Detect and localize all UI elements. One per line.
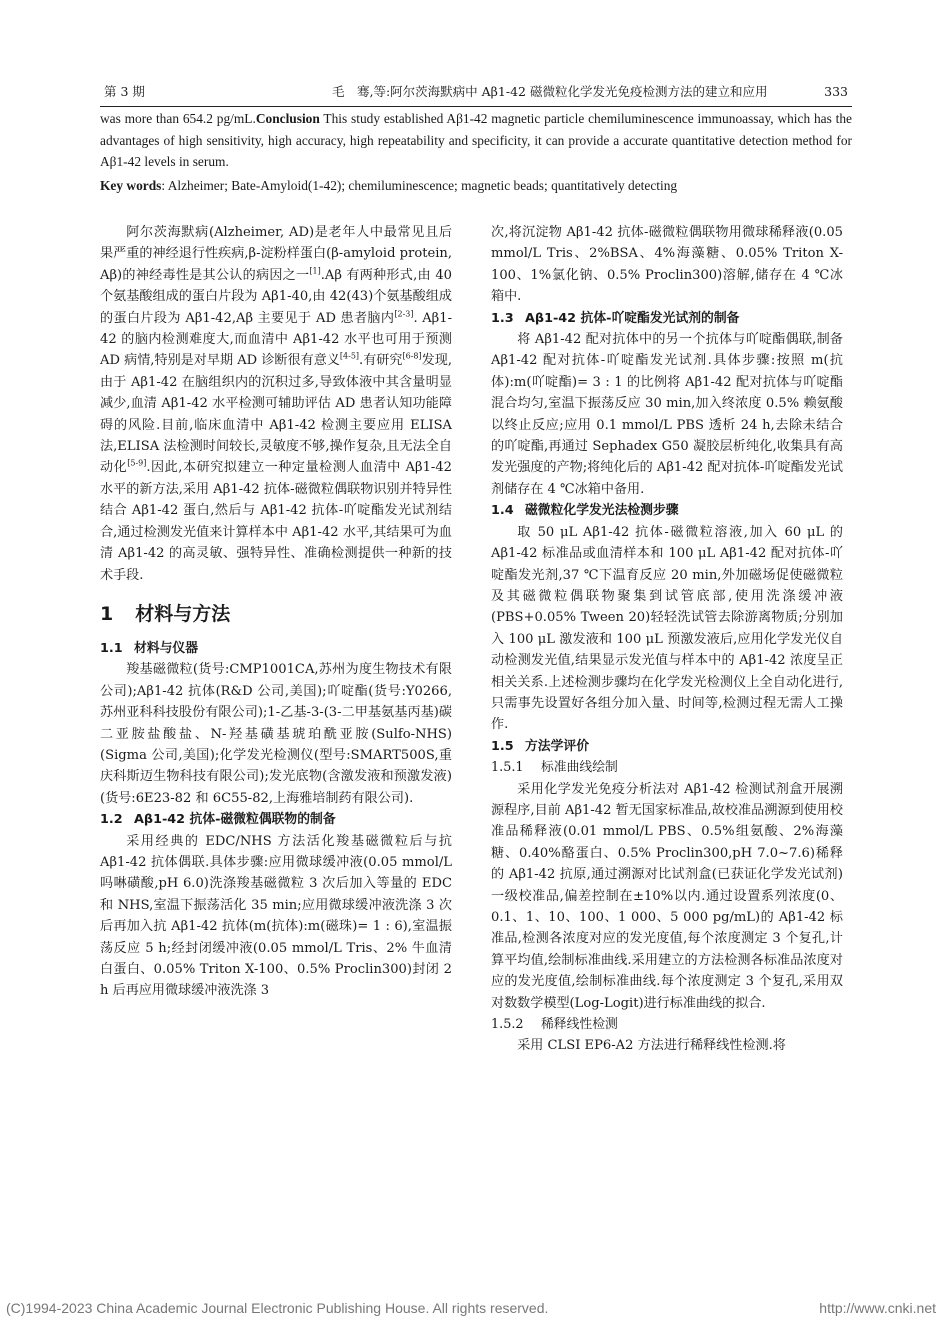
left-column [100, 222, 452, 1002]
page-number: 333 [824, 84, 848, 99]
citation-ref: [4-5] [339, 352, 360, 362]
subsubsection-number: 1.5.1 [491, 760, 524, 776]
intro-text-c: . Aβ1-42 的脑内检测难度大,而血清中 Aβ1-42 水平也可用于预测 AD 病情,特别是对早期 AD 诊断很有意义 [100, 310, 453, 369]
dilution-linearity-paragraph: 采用 CLSI EP6-A2 方法进行稀释线性检测.将 [517, 1038, 786, 1054]
section-title: 材料与方法 [135, 602, 231, 625]
subsection-title: 方法学评价 [525, 738, 589, 754]
issue-number: 第 3 期 [104, 84, 145, 99]
abstract-results-tail: was more than 654.2 pg/mL. [100, 111, 256, 126]
abstract-block [100, 108, 852, 196]
keywords-line [100, 175, 852, 197]
subsection-number: 1.1 [100, 640, 123, 656]
materials-paragraph: 羧基磁微粒(货号:CMP1001CA,苏州为度生物技术有限公司);Aβ1-42 抗体(R&D 公司,美国);吖啶酯(货号:Y0266,苏州亚科科技股份有限公司);1-乙基-3-(3-二甲基氨基丙基)碳二亚胺盐酸盐、N-羟基磺基琥珀酰亚胺(Sulfo-NHS)(Sigma 公司,美国);化学发光检测仪(型号:SMART500S,重庆科斯迈生物科技有限公司);发光底物(含激发液和预激发液)(货号:6E23-82 和 6C55-82,上海雅培制药有限公司). [100, 662, 452, 806]
running-header [100, 78, 852, 107]
subsection-title: 材料与仪器 [134, 640, 198, 656]
subsection-heading-1-2 [100, 809, 452, 830]
intro-text-d: .有研究 [359, 353, 403, 369]
abstract-paragraph [100, 108, 852, 173]
citation-ref: [5-9] [127, 459, 147, 469]
subsection-heading-1-5 [491, 736, 843, 757]
intro-text-e: 发现,由于 Aβ1-42 在脑组织内的沉积过多,导致体液中其含量明显减少,血清 Aβ1-42 水平检测可辅助评估 AD 患者认知功能障碍的风险.目前,临床血清中 Aβ1-42 检测主要应用 ELISA 法,ELISA 法检测时间较长,灵敏度不够,操作复杂,且无法全自动化 [100, 353, 452, 476]
running-title: 毛 骞,等:阿尔茨海默病中 Aβ1-42 磁微粒化学发光免疫检测方法的建立和应用 [332, 84, 768, 99]
subsection-heading-1-4 [491, 500, 843, 521]
conclusion-label: Conclusion [255, 111, 320, 126]
copyright-footer [6, 1293, 944, 1323]
subsection-number: 1.5 [491, 738, 514, 754]
citation-ref: [6-8] [402, 352, 422, 362]
standard-curve-paragraph: 采用化学发光免疫分析法对 Aβ1-42 检测试剂盒开展溯源程序,目前 Aβ1-42 暂无国家标准品,故校准品溯源到使用校准品稀释液(0.01 mmol/L PBS、0.5%组氨酸、2%海藻糖、0.40%酪蛋白、0.5% Proclin300,pH 7.0~7.6)稀释的 Aβ1-42 抗原,通过溯源对比试剂盒(已获证化学发光试剂)一级校准品,偏差控制在±10%以内.通过设置系列浓度(0、0.1、1、10、100、1 000、5 000 pg/mL)的 Aβ1-42 标准品,检测各浓度对应的发光度值,每个浓度测定 3 个复孔,计算平均值,绘制标准曲线.采用建立的方法检测各标准品浓度对应的发光度值,绘制标准曲线.每个浓度测定 3 个复孔,采用双对数数学模型(Log-Logit)进行标准曲线的拟合. [491, 781, 843, 1011]
continued-paragraph: 次,将沉淀物 Aβ1-42 抗体-磁微粒偶联物用微球稀释液(0.05 mmol/L Tris、2%BSA、4%海藻糖、0.05% Triton X-100、1%氯化钠、0.5% Proclin300)溶解,储存在 4 ℃冰箱中. [491, 225, 843, 305]
keywords-label: Key words [100, 177, 162, 193]
site-link[interactable]: http://www.cnki.net [819, 1300, 936, 1316]
subsubsection-heading-1-5-1 [491, 757, 843, 778]
subsection-title: 磁微粒化学发光法检测步骤 [525, 503, 679, 519]
subsection-title: Aβ1-42 抗体-磁微粒偶联物的制备 [134, 812, 336, 828]
intro-text-b: .Aβ 有两种形式,由 40 个氨基酸组成的蛋白片段为 Aβ1-40,由 42(43)个氨基酸组成的蛋白片段为 Aβ1-42,Aβ 主要见于 AD 患者脑内 [100, 267, 452, 326]
citation-ref: [2-3] [394, 309, 414, 319]
subsection-number: 1.3 [491, 310, 514, 326]
section-heading-1 [100, 600, 452, 628]
citation-ref: [1] [309, 266, 321, 276]
right-column [491, 222, 843, 1057]
subsection-heading-1-1 [100, 638, 452, 659]
subsection-title: Aβ1-42 抗体-吖啶酯发光试剂的制备 [525, 310, 740, 326]
intro-text-a: 阿尔茨海默病(Alzheimer, AD)是老年人中最常见且后果严重的神经退行性疾病,β-淀粉样蛋白(β-amyloid protein, Aβ)的神经毒性是其公认的病因之一 [100, 225, 452, 283]
subsection-number: 1.2 [100, 812, 123, 828]
subsubsection-number: 1.5.2 [491, 1017, 524, 1033]
section-number: 1 [100, 602, 114, 625]
copyright-text: (C)1994-2023 China Academic Journal Electronic Publishing House. All rights reserved. [6, 1300, 549, 1316]
detection-steps-paragraph: 取 50 μL Aβ1-42 抗体-磁微粒溶液,加入 60 μL 的 Aβ1-42 标准品或血清样本和 100 μL Aβ1-42 配对抗体-吖啶酯发光剂,37 ℃下温育反应 20 min,外加磁场促使磁微粒及其磁微粒偶联物聚集到试管底部,使用洗涤缓冲液(PBS+0.05% Tween 20)轻轻洗试管去除游离物质;分别加入 100 μL 激发液和 100 μL 预激发液后,应用化学发光仪自动检测发光值,结果显示发光值与样本中的 Aβ1-42 浓度呈正相关关系.上述检测步骤均在化学发光检测仪上全自动化进行,只需事先设置好各组分加入量、时间等,检测过程无需人工操作. [491, 524, 843, 733]
subsection-heading-1-3 [491, 308, 843, 329]
reagent-prep-paragraph: 将 Aβ1-42 配对抗体中的另一个抗体与吖啶酯偶联,制备 Aβ1-42 配对抗体-吖啶酯发光试剂.具体步骤:按照 m(抗体):m(吖啶酯)= 3 : 1 的比例将 Aβ1-42 配对抗体与吖啶酯混合均匀,室温下振荡反应 30 min,加入终浓度 0.5% 赖氨酸以终止反应;应用 0.1 mmol/L PBS 透析 24 h,去除未结合的吖啶酯,再通过 Sephadex G50 凝胶层析纯化,收集具有高发光强度的产物;将纯化后的 Aβ1-42 配对抗体-吖啶酯发光试剂储存在 4 ℃冰箱中备用. [491, 332, 843, 497]
abstract-conclusion-text: This study established Aβ1-42 magnetic particle chemiluminescence immunoassay, which has the advantages of high sensitivity, high accuracy, high repeatability and specificity, it can provide a accurate quantitative detection method for Aβ1-42 levels in serum. [100, 111, 852, 169]
subsubsection-title: 标准曲线绘制 [541, 760, 618, 776]
subsection-number: 1.4 [491, 503, 514, 519]
subsubsection-title: 稀释线性检测 [541, 1017, 618, 1033]
keywords-text: : Alzheimer; Bate-Amyloid(1-42); chemiluminescence; magnetic beads; quantitatively detecting [161, 177, 678, 193]
subsubsection-heading-1-5-2 [491, 1014, 843, 1035]
conjugate-prep-paragraph: 采用经典的 EDC/NHS 方法活化羧基磁微粒后与抗 Aβ1-42 抗体偶联.具体步骤:应用微球缓冲液(0.05 mmol/L 吗啉磺酸,pH 6.0)洗涤羧基磁微粒 3 次后加入等量的 EDC 和 NHS,室温下振荡活化 35 min;应用微球缓冲液洗涤 3 次后再加入抗 Aβ1-42 抗体(m(抗体):m(磁珠)= 1 : 6),室温振荡反应 5 h;经封闭缓冲液(0.05 mmol/L Tris、2% 牛血清白蛋白、0.05% Triton X-100、0.5% Proclin300)封闭 2 h 后再应用微球缓冲液洗涤 3 [100, 833, 452, 999]
intro-text-f: .因此,本研究拟建立一种定量检测人血清中 Aβ1-42 水平的新方法,采用 Aβ1-42 抗体-磁微粒偶联物识别并特异性结合 Aβ1-42 蛋白,然后与 Aβ1-42 抗体-吖啶酯发光试剂结合,通过检测发光值来计算样本中 Aβ1-42 水平,其结果可为血清 Aβ1-42 的高灵敏、强特异性、准确检测提供一种新的技术手段. [100, 460, 453, 583]
intro-paragraph [100, 222, 452, 586]
